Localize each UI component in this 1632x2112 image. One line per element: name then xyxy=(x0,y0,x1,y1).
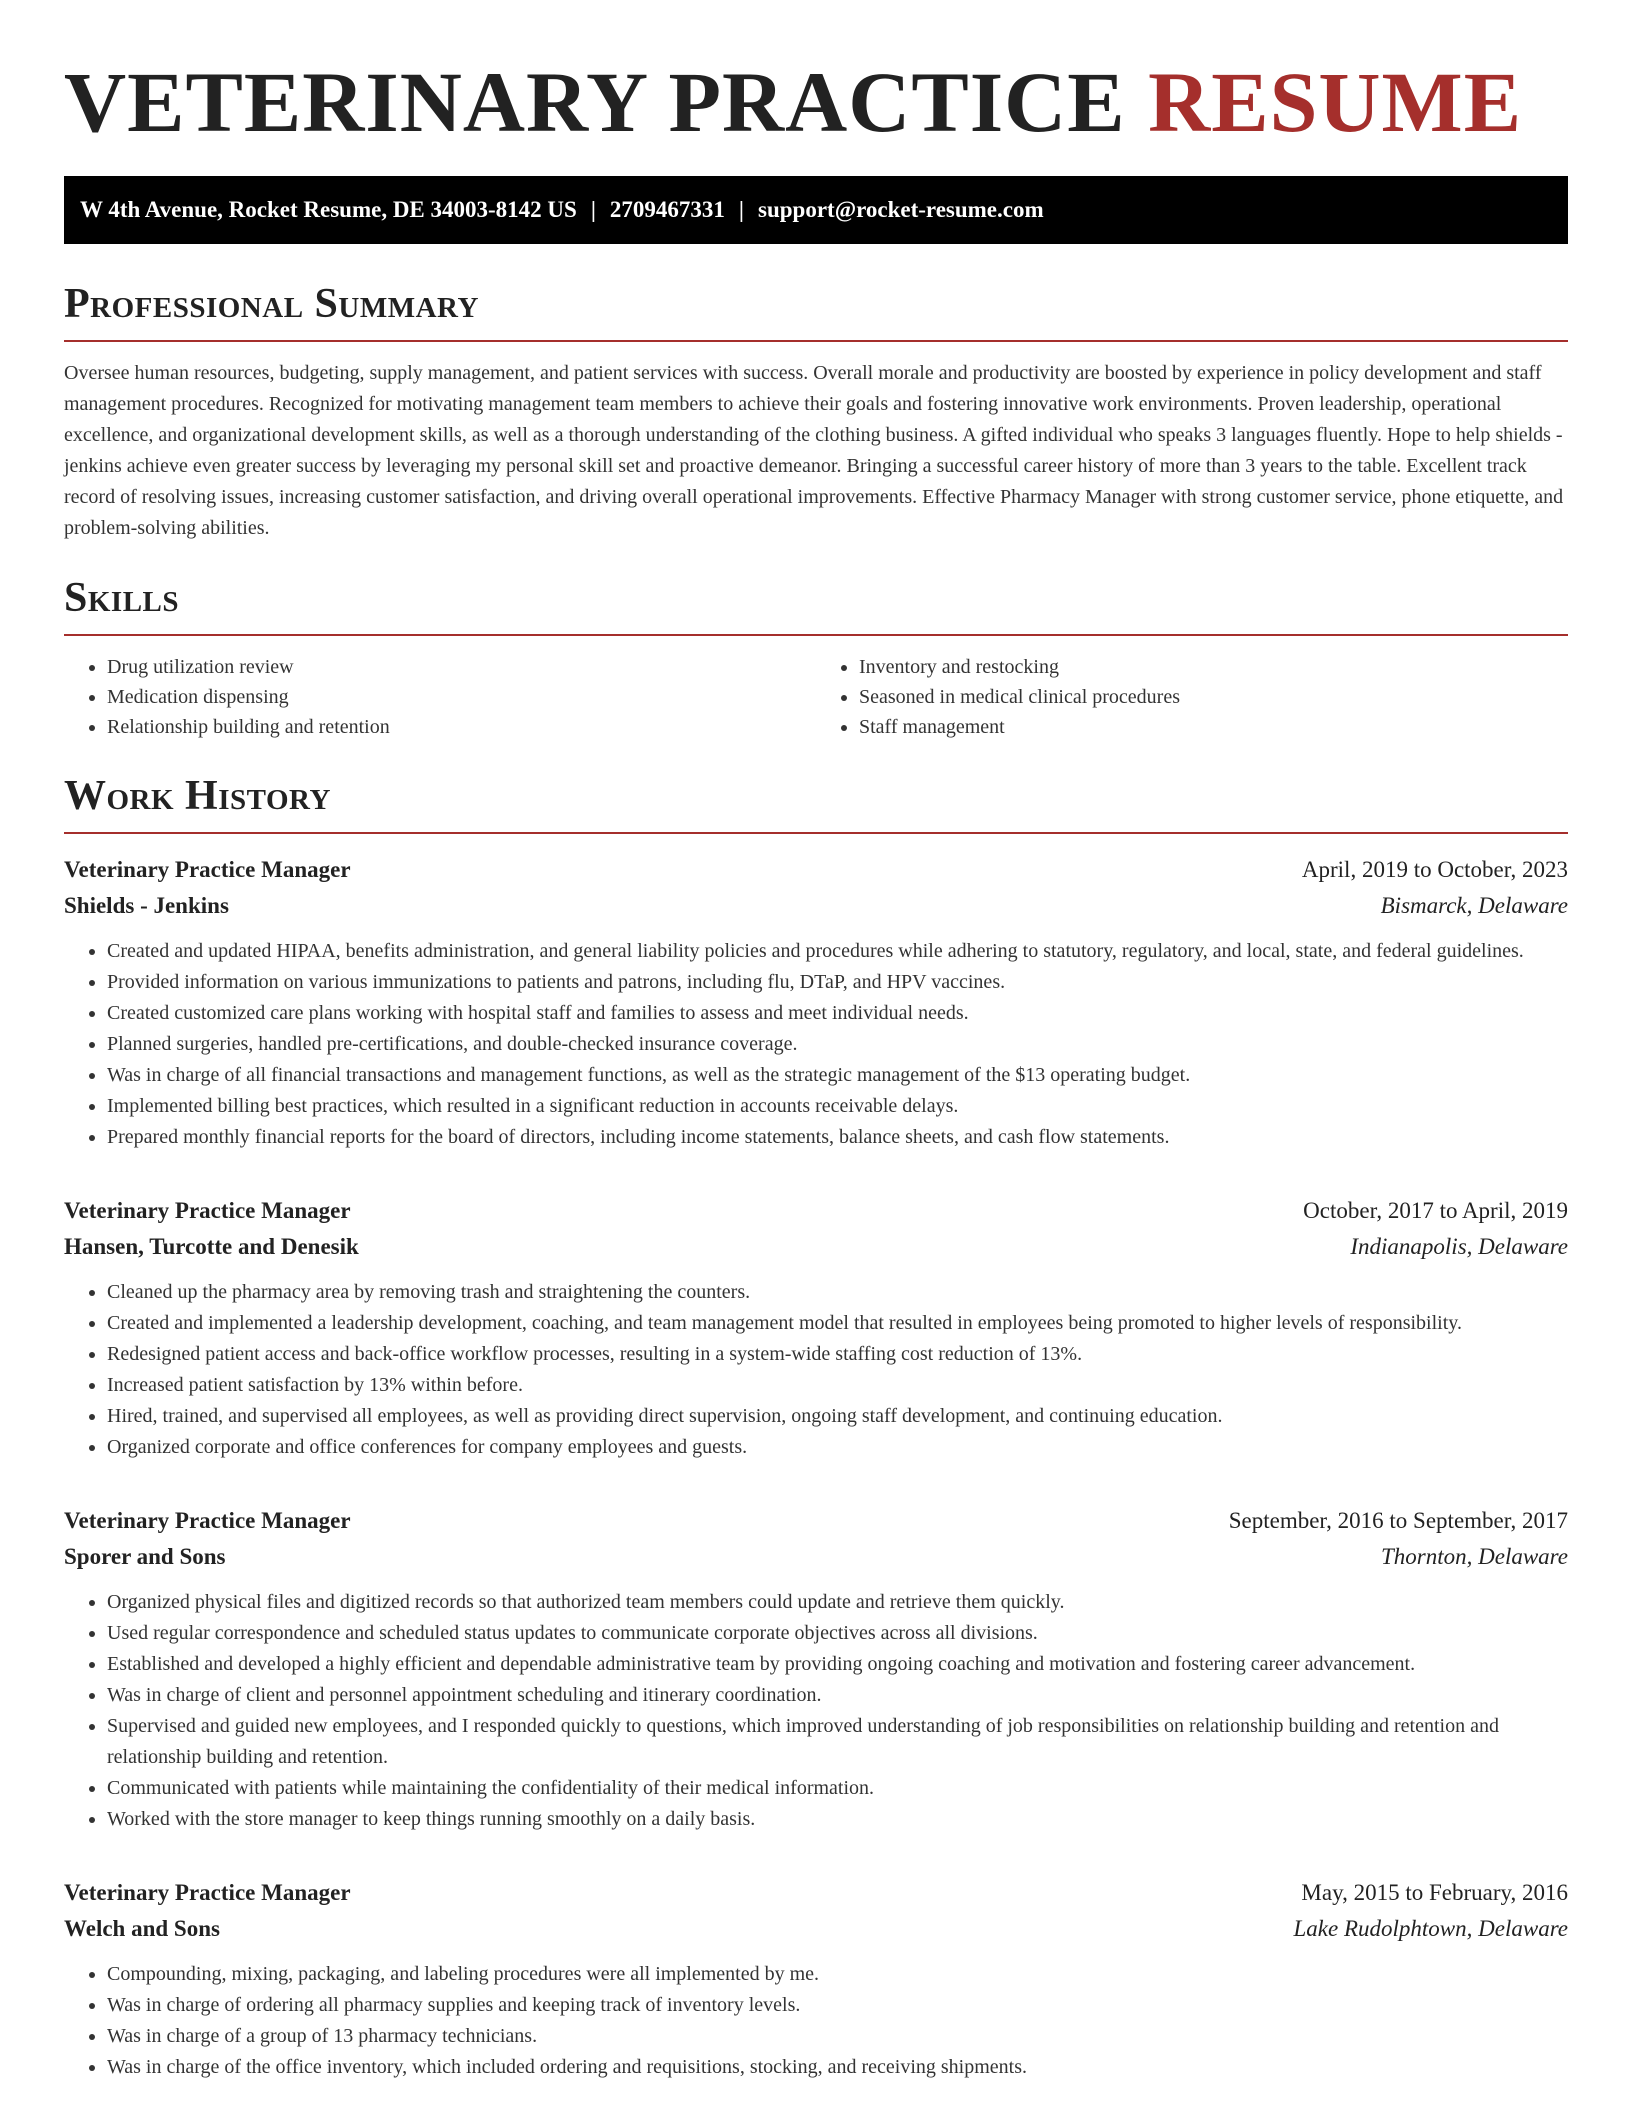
job-bullets xyxy=(64,1277,1568,1463)
job-company-row xyxy=(64,1229,1568,1265)
job-bullet: • Compounding, mixing, packaging, and labeling procedures were all implemented by me. xyxy=(107,1959,1568,1990)
contact-phone: 2709467331 xyxy=(609,197,725,222)
job-entry xyxy=(64,1503,1568,1835)
section-heading: Skills xyxy=(64,572,1568,636)
summary-text: Oversee human resources, budgeting, supply management, and patient services with success. Overall morale and productivity are boosted by experience in policy development and staff management procedures. Recognized for motivating management team members to achieve their goals and fostering innovative work environments. Proven leadership, operational excellence, and organizational development skills, as well as a thorough understanding of the clothing business. A gifted individual who speaks 3 languages fluently. Hope to help shields - jenkins achieve even greater success by leveraging my personal skill set and proactive demeanor. Bringing a successful career history of more than 3 years to the table. Excellent track record of resolving issues, increasing customer satisfaction, and driving overall operational improvements. Effective Pharmacy Manager with strong customer service, phone etiquette, and problem-solving abilities. xyxy=(64,362,1564,539)
job-header-row xyxy=(64,1875,1568,1911)
job-entry xyxy=(64,1875,1568,2083)
job-bullet: • Cleaned up the pharmacy area by removing trash and straightening the counters. xyxy=(107,1277,1568,1308)
job-entry xyxy=(64,852,1568,1153)
job-company-row xyxy=(64,1911,1568,1947)
job-company: Hansen, Turcotte and Denesik xyxy=(64,1234,359,1259)
skill-item: • Medication dispensing xyxy=(107,682,816,712)
job-location: Bismarck, Delaware xyxy=(1380,893,1568,918)
job-bullet: • Organized physical files and digitized records so that authorized team members could update and retrieve them quickly. xyxy=(107,1587,1568,1618)
job-bullet: • Organized corporate and office conferences for company employees and guests. xyxy=(107,1432,1568,1463)
job-bullet: • Was in charge of client and personnel appointment scheduling and itinerary coordination. xyxy=(107,1680,1568,1711)
job-title: Veterinary Practice Manager xyxy=(64,1198,351,1223)
skills-list-left xyxy=(64,652,816,742)
job-company: Welch and Sons xyxy=(64,1916,220,1941)
skill-item: • Drug utilization review xyxy=(107,652,816,682)
job-bullet: • Redesigned patient access and back-office workflow processes, resulting in a system-wide staffing cost reduction of 13%. xyxy=(107,1339,1568,1370)
job-bullet: • Created and implemented a leadership development, coaching, and team management model that resulted in employees being promoted to higher levels of responsibility. xyxy=(107,1308,1568,1339)
job-dates: October, 2017 to April, 2019 xyxy=(1303,1198,1568,1223)
job-dates: September, 2016 to September, 2017 xyxy=(1228,1508,1568,1533)
job-location: Thornton, Delaware xyxy=(1381,1544,1568,1569)
job-bullet: • Hired, trained, and supervised all employees, as well as providing direct supervision, ongoing staff development, and continuing education. xyxy=(107,1401,1568,1432)
job-company: Sporer and Sons xyxy=(64,1544,226,1569)
job-bullet: • Was in charge of the office inventory, which included ordering and requisitions, stocking, and receiving shipments. xyxy=(107,2052,1568,2083)
job-bullets xyxy=(64,1959,1568,2083)
job-location: Indianapolis, Delaware xyxy=(1350,1234,1568,1259)
contact-separator: | xyxy=(590,197,596,222)
job-company-row xyxy=(64,1539,1568,1575)
job-bullet: • Planned surgeries, handled pre-certifications, and double-checked insurance coverage. xyxy=(107,1029,1568,1060)
job-bullets xyxy=(64,1587,1568,1835)
job-company: Shields - Jenkins xyxy=(64,893,229,918)
job-dates: May, 2015 to February, 2016 xyxy=(1301,1880,1568,1905)
job-bullet: • Was in charge of ordering all pharmacy supplies and keeping track of inventory levels. xyxy=(107,1990,1568,2021)
section-heading: Professional Summary xyxy=(64,278,1568,342)
job-title: Veterinary Practice Manager xyxy=(64,1508,351,1533)
skill-item: • Seasoned in medical clinical procedures xyxy=(859,682,1568,712)
job-bullets xyxy=(64,936,1568,1153)
job-bullet: • Supervised and guided new employees, and I responded quickly to questions, which improved understanding of job responsibilities on relationship building and retention and relationship building and retention. xyxy=(107,1711,1568,1773)
job-header-row xyxy=(64,852,1568,888)
job-dates: April, 2019 to October, 2023 xyxy=(1301,857,1568,882)
job-bullet: • Used regular correspondence and scheduled status updates to communicate corporate objectives across all divisions. xyxy=(107,1618,1568,1649)
skills-columns xyxy=(64,652,1568,742)
title-accent: RESUME xyxy=(1148,54,1523,150)
contact-address: W 4th Avenue, Rocket Resume, DE 34003-8142 US xyxy=(80,197,577,222)
job-bullet: • Worked with the store manager to keep things running smoothly on a daily basis. xyxy=(107,1804,1568,1835)
job-title: Veterinary Practice Manager xyxy=(64,857,351,882)
job-location: Lake Rudolphtown, Delaware xyxy=(1293,1916,1568,1941)
job-header-row xyxy=(64,1503,1568,1539)
job-bullet: • Created customized care plans working with hospital staff and families to assess and meet individual needs. xyxy=(107,998,1568,1029)
skill-item: • Inventory and restocking xyxy=(859,652,1568,682)
job-bullet: • Was in charge of all financial transactions and management functions, as well as the strategic management of the $13 operating budget. xyxy=(107,1060,1568,1091)
job-bullet: • Prepared monthly financial reports for the board of directors, including income statements, balance sheets, and cash flow statements. xyxy=(107,1122,1568,1153)
summary-section xyxy=(64,278,1568,544)
skill-item: • Staff management xyxy=(859,712,1568,742)
job-bullet: • Communicated with patients while maintaining the confidentiality of their medical information. xyxy=(107,1773,1568,1804)
job-title: Veterinary Practice Manager xyxy=(64,1880,351,1905)
job-bullet: • Implemented billing best practices, which resulted in a significant reduction in accounts receivable delays. xyxy=(107,1091,1568,1122)
section-heading: Work History xyxy=(64,770,1568,834)
skill-item: • Relationship building and retention xyxy=(107,712,816,742)
job-bullet: • Provided information on various immunizations to patients and patrons, including flu, DTaP, and HPV vaccines. xyxy=(107,967,1568,998)
job-bullet: • Created and updated HIPAA, benefits administration, and general liability policies and procedures while adhering to statutory, regulatory, and local, state, and federal guidelines. xyxy=(107,936,1568,967)
skills-list-right xyxy=(816,652,1568,742)
contact-email: support@rocket-resume.com xyxy=(758,197,1044,222)
work-history-section xyxy=(64,770,1568,2083)
title-main: VETERINARY PRACTICE xyxy=(64,54,1126,150)
contact-bar xyxy=(64,176,1568,244)
resume-title xyxy=(64,0,1568,162)
job-bullet: • Increased patient satisfaction by 13% within before. xyxy=(107,1370,1568,1401)
job-entry xyxy=(64,1193,1568,1463)
job-header-row xyxy=(64,1193,1568,1229)
job-company-row xyxy=(64,888,1568,924)
contact-separator: | xyxy=(738,197,744,222)
skills-section xyxy=(64,572,1568,742)
job-bullet: • Was in charge of a group of 13 pharmacy technicians. xyxy=(107,2021,1568,2052)
job-bullet: • Established and developed a highly efficient and dependable administrative team by providing ongoing coaching and motivation and fostering career advancement. xyxy=(107,1649,1568,1680)
